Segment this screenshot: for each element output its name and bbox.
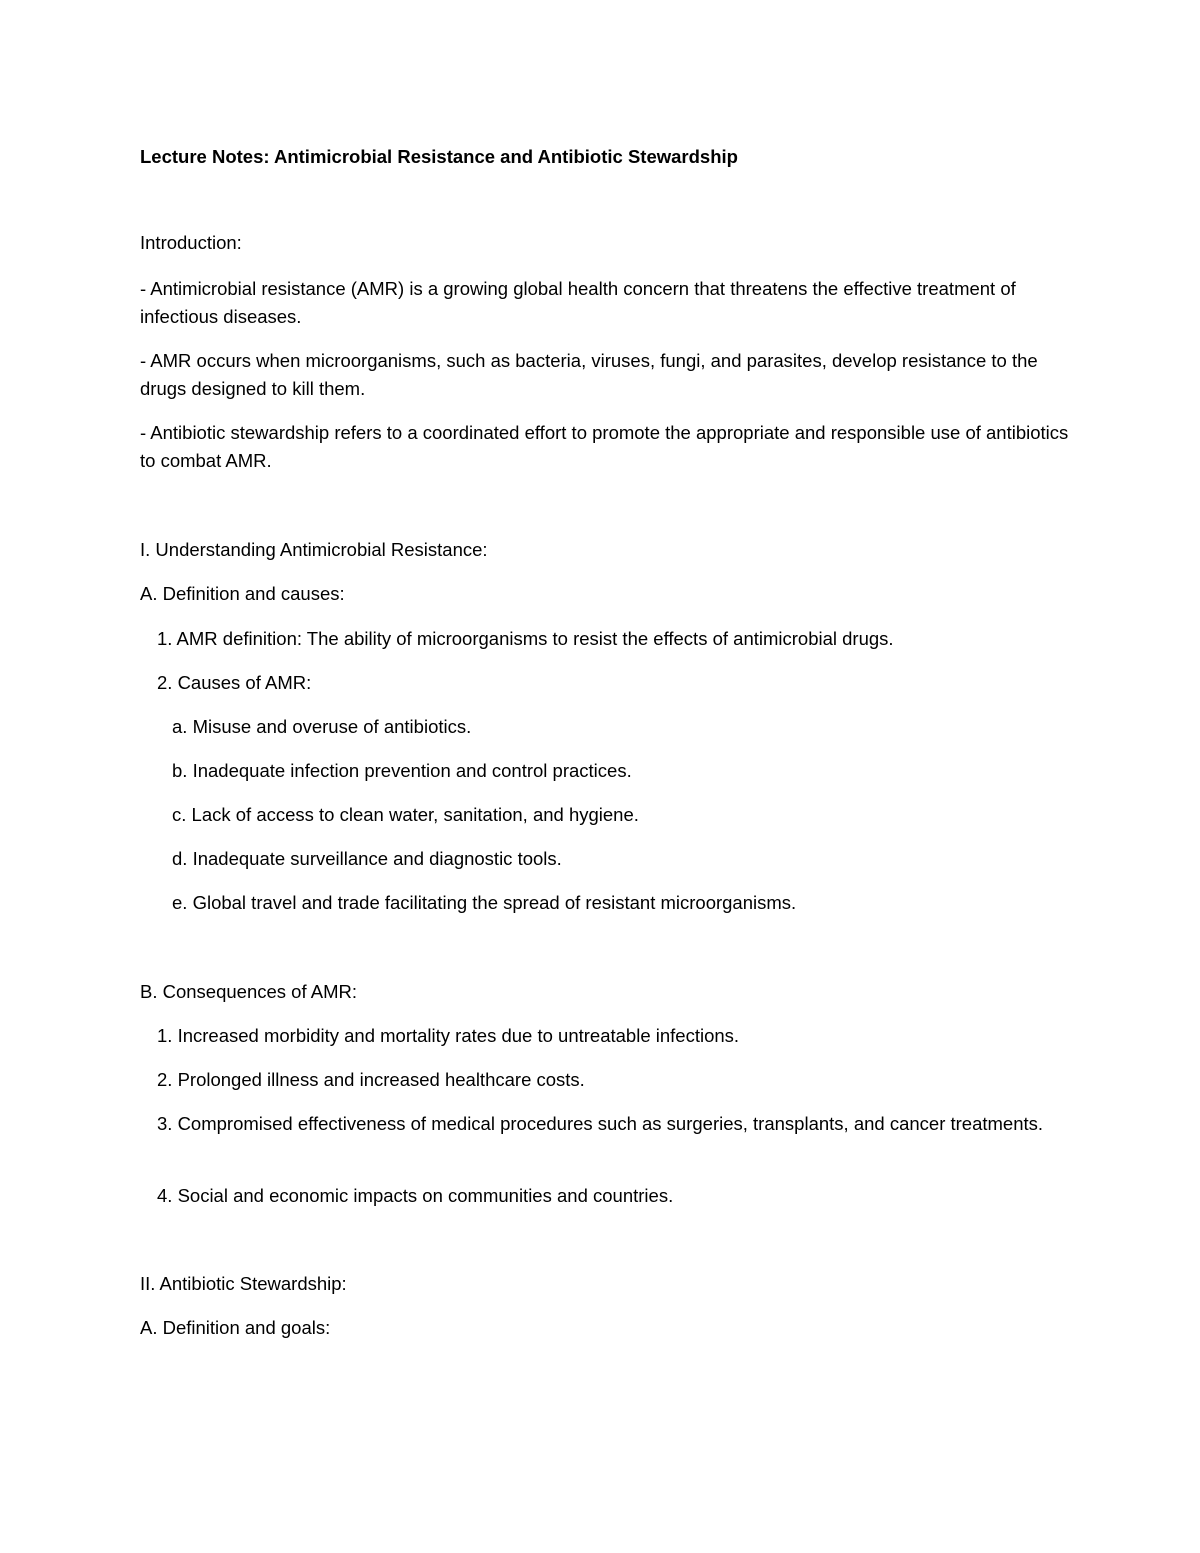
list-item: 4. Social and economic impacts on communities and countries.: [157, 1185, 674, 1206]
list-item: 1. AMR definition: The ability of microorganisms to resist the effects of antimicrobial drugs.: [157, 628, 894, 649]
list-item: a. Misuse and overuse of antibiotics.: [172, 716, 472, 737]
subsection-heading: A. Definition and goals:: [140, 1317, 331, 1338]
list-item: 2. Causes of AMR:: [157, 672, 312, 693]
intro-bullet: - AMR occurs when microorganisms, such as bacteria, viruses, fungi, and parasites, develop resistance to the drugs designed to kill them.: [140, 350, 1038, 399]
list-item: d. Inadequate surveillance and diagnostic tools.: [172, 848, 562, 869]
list-item: e. Global travel and trade facilitating the spread of resistant microorganisms.: [172, 892, 797, 913]
intro-bullet: - Antibiotic stewardship refers to a coordinated effort to promote the appropriate and responsible use of antibiotics to combat AMR.: [140, 422, 1069, 471]
section-heading: II. Antibiotic Stewardship:: [140, 1273, 347, 1294]
intro-bullet: - Antimicrobial resistance (AMR) is a growing global health concern that threatens the effective treatment of infectious diseases.: [140, 278, 1016, 327]
list-item: 1. Increased morbidity and mortality rates due to untreatable infections.: [157, 1025, 740, 1046]
list-item: b. Inadequate infection prevention and control practices.: [172, 760, 632, 781]
section-heading: I. Understanding Antimicrobial Resistance:: [140, 539, 488, 560]
list-item: 2. Prolonged illness and increased healthcare costs.: [157, 1069, 585, 1090]
subsection-heading: A. Definition and causes:: [140, 583, 345, 604]
document-title: Lecture Notes: Antimicrobial Resistance and Antibiotic Stewardship: [140, 146, 738, 167]
intro-heading: Introduction:: [140, 232, 242, 253]
list-item: c. Lack of access to clean water, sanitation, and hygiene.: [172, 804, 639, 825]
list-item: 3. Compromised effectiveness of medical procedures such as surgeries, transplants, and cancer treatments.: [157, 1113, 1044, 1134]
subsection-heading: B. Consequences of AMR:: [140, 981, 357, 1002]
